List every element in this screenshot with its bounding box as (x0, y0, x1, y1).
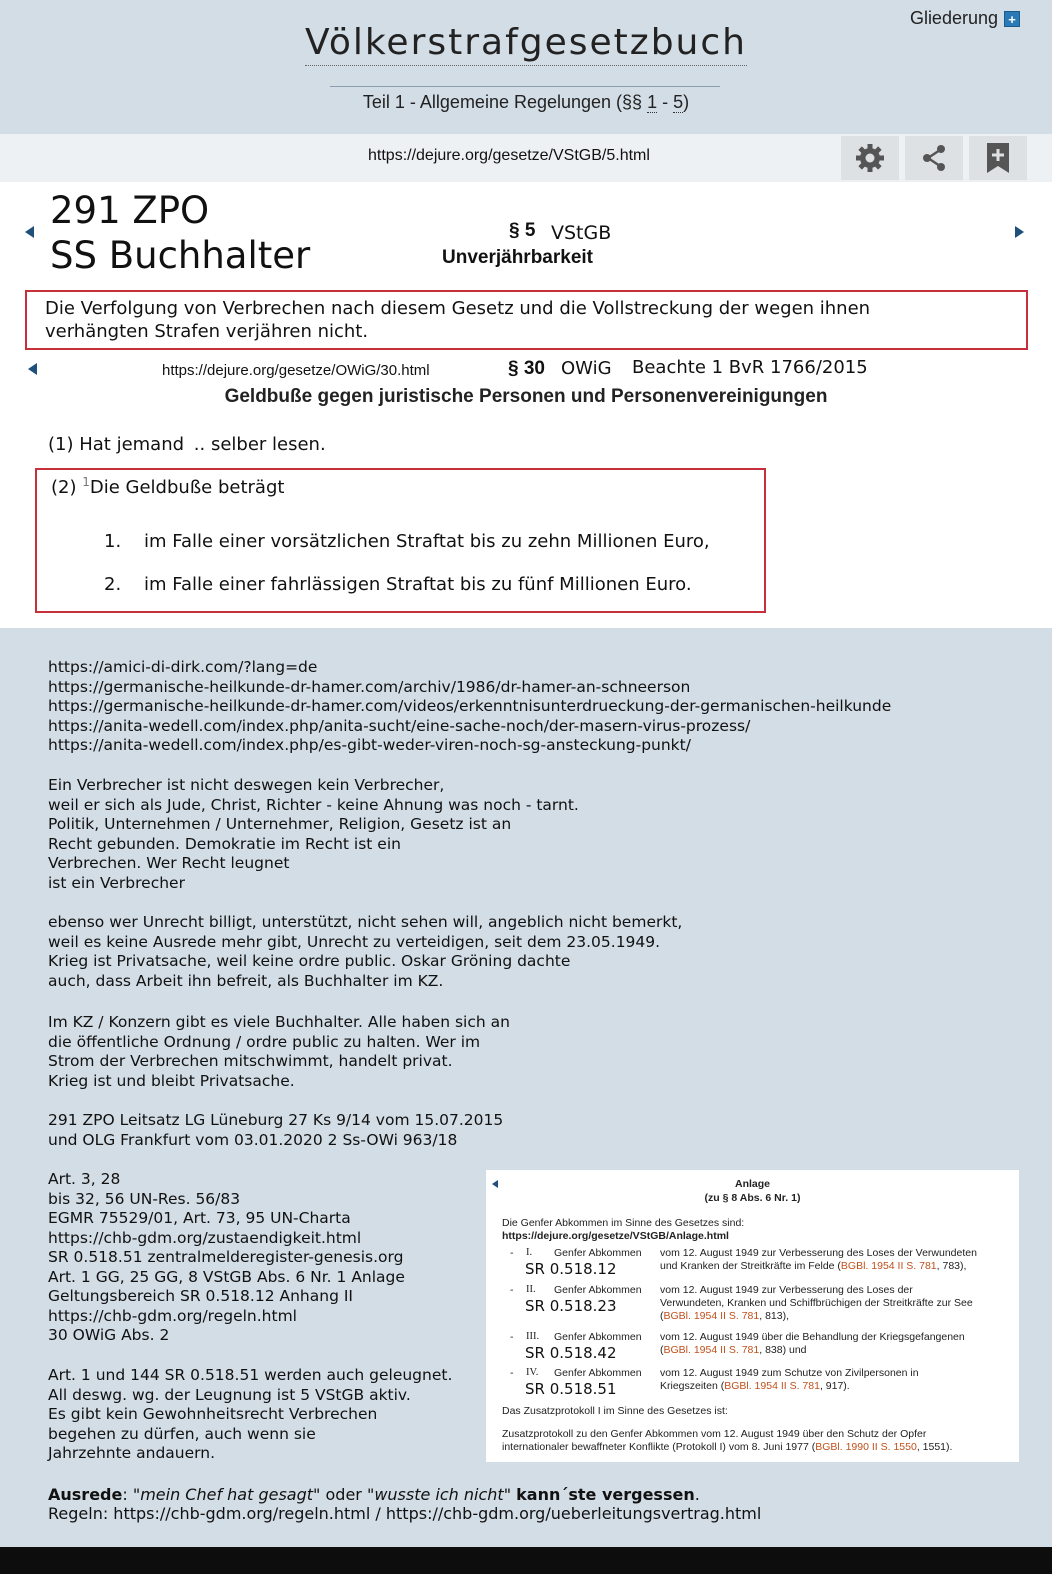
abs1-text: (1) Hat jemand (48, 434, 185, 455)
entry4-text1: vom 12. August 1949 zum Schutze von Zivilpersonen in (660, 1367, 919, 1379)
entry1-ref[interactable]: BGBl. 1954 II S. 781 (840, 1260, 937, 1272)
section5-text-line2: verhängten Strafen verjähren nicht. (45, 321, 369, 342)
entry4-text2: Kriegszeiten ( (660, 1380, 725, 1392)
entry2-ref[interactable]: BGBl. 1954 II S. 781 (663, 1310, 760, 1322)
entry4-ref[interactable]: BGBl. 1954 II S. 781 (724, 1380, 820, 1392)
section-number: § 5 (509, 220, 536, 241)
paragraph-6: Art. 1 und 144 SR 0.518.51 werden auch geleugnet. All deswg. wg. der Leugnung ist 5 VStGB aktiv. Es gibt kein Gewohnheitsrecht Verbrechen begehen zu dürfen, auch wenn sie Jahrzehnte andauern. (48, 1366, 453, 1462)
paragraph-4: 291 ZPO Leitsatz LG Lüneburg 27 Ks 9/14 vom 15.07.2015 und OLG Frankfurt vom 03.01.2020 2 Ss-OWi 963/18 (48, 1111, 504, 1149)
ausrede-oder: " oder " (313, 1485, 375, 1504)
ausrede-label: Ausrede (48, 1485, 123, 1504)
header-divider (330, 86, 720, 87)
entry1-text1: vom 12. August 1949 zur Verbesserung des Loses der Verwundeten (660, 1247, 977, 1259)
entry1-tail: , 783), (936, 1260, 967, 1272)
zusatz-text2: internationaler bewaffneter Konflikte (Protokoll I) vom 8. Juni 1977 ( (502, 1441, 816, 1453)
overlay-line-2: SS Buchhalter (50, 234, 311, 277)
share-button[interactable] (905, 136, 963, 180)
regeln-line[interactable]: Regeln: https://chb-gdm.org/regeln.html / https://chb-gdm.org/ueberleitungsvertrag.html (48, 1504, 762, 1523)
paragraph-2: ebenso wer Unrecht billigt, unterstützt, nicht sehen will, angeblich nicht bemerkt, weil es keine Ausrede mehr gibt, Unrecht zu verteidigen, seit dem 23.05.1949. Krieg ist Privatsache, weil keine ordre public. Oskar Gröning dachte auch, dass Arbeit ihn befreit, als Buchhalter im KZ. (48, 913, 683, 990)
entry2-label: Genfer Abkommen (554, 1284, 642, 1296)
item1-num: 1. (104, 531, 122, 552)
entry3-sr: SR 0.518.42 (525, 1344, 617, 1362)
section30-heading: Geldbuße gegen juristische Personen und Personenvereinigungen (224, 386, 828, 407)
ausrede-period: . (694, 1485, 700, 1504)
zusatz-intro: Das Zusatzprotokoll I im Sinne des Gesetzes ist: (502, 1405, 728, 1417)
paragraph-1: Ein Verbrecher ist nicht deswegen kein Verbrecher, weil er sich als Jude, Christ, Richter - keine Ahnung was noch - tarnt. Politik, Unternehmen / Unternehmer, Religion, Gesetz ist an Recht gebunden. Demokratie im Recht ist ein Verbrechen. Wer Recht leugnet ist ein Verbrecher (48, 776, 579, 892)
section-law: VStGB (551, 222, 612, 244)
anlage-intro: Die Genfer Abkommen im Sinne des Gesetzes sind: (502, 1217, 745, 1229)
entry3-text2-line (660, 1344, 807, 1356)
section30-url[interactable]: https://dejure.org/gesetze/OWiG/30.html (162, 362, 430, 379)
abs1-rest: .. selber lesen. (193, 434, 326, 455)
section5-text-line1: Die Verfolgung von Verbrechen nach diesem Gesetz und die Vollstreckung der wegen ihnen (45, 298, 871, 319)
entry1-text2: und Kranken der Streitkräfte im Felde ( (660, 1260, 841, 1272)
highlight-box-section30 (35, 468, 766, 613)
abs2-num: (2) (51, 477, 77, 498)
section30-note: Beachte 1 BvR 1766/2015 (632, 357, 868, 378)
page-header (0, 0, 1052, 134)
item2-num: 2. (104, 574, 122, 595)
list-item (104, 531, 710, 552)
anlage-screenshot (486, 1170, 1019, 1462)
entry3-roman: III. (526, 1331, 540, 1342)
entry4-sr: SR 0.518.51 (525, 1380, 617, 1398)
item1-text: im Falle einer vorsätzlichen Straftat bis zu zehn Millionen Euro, (144, 531, 710, 552)
next-section-arrow-icon[interactable] (1015, 226, 1024, 238)
entry3-ref[interactable]: BGBl. 1954 II S. 781 (663, 1344, 760, 1356)
entry2-tail: , 813), (759, 1310, 790, 1322)
entry1-text2-line (660, 1260, 966, 1272)
overlay-line-1: 291 ZPO (50, 189, 210, 232)
share-icon (919, 143, 949, 173)
section30-law: OWiG (561, 358, 612, 379)
entry3-label: Genfer Abkommen (554, 1331, 642, 1343)
entry4-label: Genfer Abkommen (554, 1367, 642, 1379)
section30-abs1 (48, 434, 326, 455)
zusatz-line1: Zusatzprotokoll zu den Genfer Abkommen vom 12. August 1949 über den Schutz der Opfer (502, 1428, 927, 1440)
list-item (104, 574, 692, 595)
entry2-ref-line: (BGBl. 1954 II S. 781, 813), (660, 1310, 790, 1322)
paragraph-5: Art. 3, 28 bis 32, 56 UN-Res. 56/83 EGMR 75529/01, Art. 73, 95 UN-Charta https://chb-gdm.org/zustaendigkeit.html SR 0.518.51 zentralmelderegister-genesis.org Art. 1 GG, 25 GG, 8 VStGB Abs. 6 Nr. 1 Anlage Geltungsbereich SR 0.518.12 Anhang II https://chb-gdm.org/regeln.html 30 OWiG Abs. 2 (48, 1170, 405, 1344)
bookmark-add-icon (985, 142, 1011, 174)
links-block[interactable]: https://amici-di-dirk.com/?lang=de https://germanische-heilkunde-dr-hamer.com/archiv/1986/dr-hamer-an-schneerson https://germanische-heilkunde-dr-hamer.com/videos/erkenntnisunterdrueckung-der-germanischen-heilkunde https://anita-wedell.com/index.php/anita-sucht/eine-sache-noch/der-masern-virus-prozess/ https://anita-wedell.com/index.php/es-gibt-weder-viren-noch-sg-ansteckung-punkt/ (48, 658, 892, 754)
entry4-text2-line (660, 1380, 850, 1392)
ausrede-close: " (503, 1485, 517, 1504)
current-url[interactable]: https://dejure.org/gesetze/VStGB/5.html (368, 147, 650, 164)
paragraph-3: Im KZ / Konzern gibt es viele Buchhalter. Alle haben sich an die öffentliche Ordnung / ordre public zu halten. Wer im Strom der Verbrechen mitschwimmt, handelt privat. Krieg ist und bleibt Privatsache. (48, 1013, 510, 1090)
law-title-link[interactable]: Völkerstrafgesetzbuch (305, 22, 747, 66)
entry2-roman: II. (526, 1284, 536, 1295)
anlage-entry: - IV. Genfer Abkommen SR 0.518.51 vom 12. August 1949 zum Schutze von Zivilpersonen in Kriegszeiten (BGBl. 1954 II S. 781, 917). (510, 1367, 919, 1398)
entry4-roman: IV. (526, 1367, 539, 1378)
entry4-tail: , 917). (819, 1380, 850, 1392)
gliederung-label: Gliederung (909, 8, 998, 28)
settings-button[interactable] (841, 136, 899, 180)
gear-icon (854, 142, 886, 174)
abs2-line (51, 475, 284, 498)
teil-prefix: Teil 1 - Allgemeine Regelungen (§§ (362, 92, 648, 112)
anlage-url: https://dejure.org/gesetze/VStGB/Anlage.html (502, 1230, 729, 1242)
prev-section-arrow-icon[interactable] (25, 226, 34, 238)
entry3-tail: , 838) und (759, 1344, 807, 1356)
url-bar (0, 134, 1052, 182)
teil-from-link[interactable]: 1 (647, 92, 658, 112)
entry3-text2: ( (660, 1344, 664, 1356)
ausrede-line (48, 1485, 700, 1504)
breadcrumb (0, 92, 1052, 113)
quote-1: mein Chef hat gesagt (140, 1485, 314, 1504)
abs2-sup: 1 (82, 475, 90, 489)
law-content-panel (0, 182, 1052, 628)
entry1-sr: SR 0.518.12 (525, 1260, 617, 1278)
teil-to-link[interactable]: 5 (673, 92, 684, 112)
teil-dash: - (657, 92, 674, 112)
plus-icon[interactable]: + (1004, 11, 1020, 27)
abs2-text: Die Geldbuße beträgt (89, 477, 285, 498)
entry3-text1: vom 12. August 1949 über die Behandlung der Kriegsgefangenen (660, 1331, 965, 1343)
bottom-bar (0, 1547, 1052, 1574)
zusatz-ref[interactable]: BGBl. 1990 II S. 1550 (815, 1441, 917, 1453)
section-heading: Unverjährbarkeit (442, 247, 594, 268)
entry1-roman: I. (526, 1247, 533, 1258)
anlage-title: Anlage (734, 1178, 770, 1190)
teil-suffix: ) (683, 92, 690, 112)
zusatz-line2 (502, 1441, 1017, 1453)
entry2-text1: vom 12. August 1949 zur Verbesserung des Loses der (660, 1284, 913, 1296)
anlage-entry: - I. Genfer Abkommen SR 0.518.12 vom 12. August 1949 zur Verbesserung des Loses der Verwundeten und Kranken der Streitkräfte im Felde (BGBl. 1954 II S. 781, 783), (510, 1247, 977, 1278)
prev-section30-arrow-icon[interactable] (28, 363, 37, 375)
item2-text: im Falle einer fahrlässigen Straftat bis zu fünf Millionen Euro. (144, 574, 692, 595)
ausrede-bold-end: kann´ste vergessen (516, 1485, 695, 1504)
anlage-entry: - III. Genfer Abkommen SR 0.518.42 vom 12. August 1949 über die Behandlung der Kriegsgefangenen (BGBl. 1954 II S. 781, 838) und (510, 1331, 965, 1362)
bookmark-button[interactable] (969, 136, 1027, 180)
section30-number: § 30 (508, 358, 545, 379)
ausrede-colon: : " (122, 1485, 141, 1504)
highlight-box-section5 (25, 290, 1028, 350)
anlage-entry: - II. Genfer Abkommen SR 0.518.23 vom 12. August 1949 zur Verbesserung des Loses der Verwundeten, Kranken und Schiffbrüchigen der Streitkräfte zur See (BGBl. 1954 II S. 781, 813), (510, 1284, 973, 1322)
entry2-text2: Verwundeten, Kranken und Schiffbrüchigen der Streitkräfte zur See (660, 1297, 973, 1309)
entry2-sr: SR 0.518.23 (525, 1297, 617, 1315)
quote-2: wusste ich nicht (374, 1485, 504, 1504)
page-title (0, 22, 1052, 63)
entry1-label: Genfer Abkommen (554, 1247, 642, 1259)
anlage-subtitle: (zu § 8 Abs. 6 Nr. 1) (704, 1192, 801, 1204)
zusatz-tail: , 1551). (916, 1441, 953, 1453)
